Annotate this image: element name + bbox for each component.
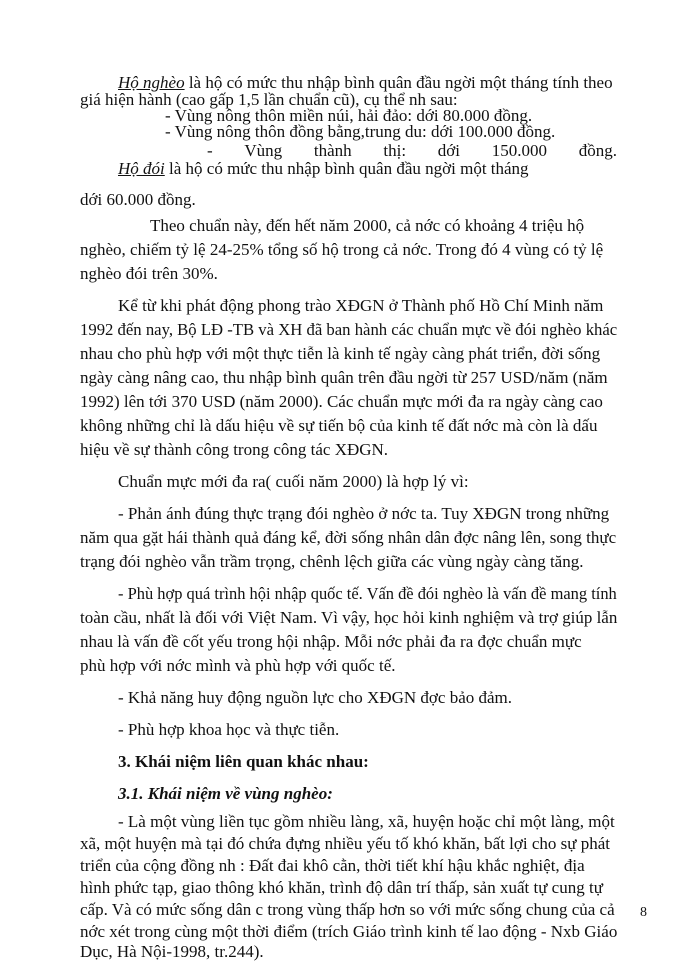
hungry-household-text: là hộ có mức thu nhập bình quân đầu ngời một tháng	[164, 159, 529, 178]
criteria-item-delta: - Vùng nông thôn đồng bằng,trung du: dới 100.000 đồng.	[165, 122, 556, 141]
paragraph-line: Theo chuẩn này, đến hết năm 2000, cả nớc có khoảng 4 triệu hộ	[150, 216, 585, 235]
hungry-household-definition	[118, 159, 529, 179]
urban-word: đồng.	[578, 141, 617, 160]
poor-household-text: là hộ có mức thu nhập bình quân đầu ngời một tháng tính theo	[184, 73, 613, 92]
paragraph-line: triển của cộng đồng nh : Đất đai khô cằn, thời tiết khí hậu khắc nghiệt, địa	[80, 856, 585, 875]
paragraph-line: nhau là vấn đề cốt yếu trong hội nhập. Mỗi nớc phải đa ra đợc chuẩn mực	[80, 632, 582, 651]
criteria-item-urban	[207, 141, 617, 161]
urban-word: thành	[313, 141, 352, 160]
paragraph-line: ngày càng nâng cao, thu nhập bình quân trên đầu ngời từ 257 USD/năm (năm	[80, 368, 608, 387]
paragraph-line: không những chỉ là dấu hiệu về sự tiến bộ của kinh tế đất nớc mà còn là dấu	[80, 416, 598, 435]
paragraph-line: xã, một huyện mà tại đó chứa đựng nhiều yếu tố khó khăn, bất lợi cho sự phát	[80, 834, 610, 853]
paragraph-line: Dục, Hà Nội-1998, tr.244).	[80, 942, 264, 961]
paragraph-line: 1992) lên tới 370 USD (năm 2000). Các chuẩn mực mới đa ra ngày càng cao	[80, 392, 603, 411]
paragraph-line: hình phức tạp, giao thông khó khăn, trình độ dân trí thấp, sản xuất tự cung tự	[80, 878, 603, 897]
paragraph-line: - Khả năng huy động nguồn lực cho XĐGN đợc bảo đảm.	[118, 688, 513, 707]
paragraph-line: Chuẩn mực mới đa ra( cuối năm 2000) là hợp lý vì:	[118, 472, 469, 491]
urban-word: Vùng	[244, 141, 283, 160]
hungry-household-definition-line2: dới 60.000 đồng.	[80, 190, 196, 209]
paragraph-line: nghèo đói trên 30%.	[80, 264, 218, 283]
page-number: 8	[640, 905, 647, 920]
paragraph-line: - Phản ánh đúng thực trạng đói nghèo ở nớc ta. Tuy XĐGN trong những	[118, 504, 610, 523]
urban-word: thị:	[383, 141, 407, 160]
urban-word: -	[207, 141, 213, 160]
paragraph-line: - Là một vùng liền tục gồm nhiều làng, xã, huyện hoặc chỉ một làng, một	[118, 812, 615, 831]
paragraph-line: năm qua gặt hái thành quả đáng kể, đời sống nhân dân đợc nâng lên, song thực	[80, 528, 617, 547]
poor-household-term: Hộ nghèo	[118, 73, 185, 92]
urban-word: dới	[437, 141, 460, 160]
paragraph-line: hiệu về sự thành công trong công tác XĐGN.	[80, 440, 389, 459]
poor-household-definition-line2: giá hiện hành (cao gấp 1,5 lần chuẩn cũ), cụ thể nh sau:	[80, 90, 458, 109]
paragraph-line: nghèo, chiếm tỷ lệ 24-25% tổng số hộ trong cả nớc. Trong đó 4 vùng có tỷ lệ	[80, 240, 604, 259]
paragraph-line: nhau cho phù hợp với một thực tiễn là kinh tế ngày càng phát triển, đời sống	[80, 344, 601, 363]
paragraph-line: - Phù hợp quá trình hội nhập quốc tế. Vấn đề đói nghèo là vấn đề mang tính	[118, 584, 617, 603]
paragraph-line: - Phù hợp khoa học và thực tiễn.	[118, 720, 340, 739]
paragraph-line: toàn cầu, nhất là đối với Việt Nam. Vì vậy, học hỏi kinh nghiệm và trợ giúp lẫn	[80, 608, 618, 627]
paragraph-line: cấp. Và có mức sống dân c trong vùng thấp hơn so với mức sống chung của cả	[80, 900, 615, 919]
urban-word: 150.000	[491, 141, 547, 160]
section-heading: 3. Khái niệm liên quan khác nhau:	[118, 752, 369, 771]
criteria-item-mountain: - Vùng nông thôn miền núi, hải đảo: dới 80.000 đồng.	[165, 106, 533, 125]
hungry-household-term: Hộ đói	[118, 159, 165, 178]
subsection-heading: 3.1. Khái niệm về vùng nghèo:	[118, 784, 333, 803]
paragraph-line: 1992 đến nay, Bộ LĐ -TB và XH đã ban hành các chuẩn mực về đói nghèo khác	[80, 320, 618, 339]
paragraph-line: nớc xét trong cùng một thời điểm (trích Giáo trình kinh tế lao động - Nxb Giáo	[80, 922, 618, 941]
paragraph-line: trạng đói nghèo vẫn trầm trọng, chênh lệch giữa các vùng ngày càng tăng.	[80, 552, 584, 571]
paragraph-line: Kể từ khi phát động phong trào XĐGN ở Thành phố Hồ Chí Minh năm	[118, 296, 604, 315]
paragraph-line: phù hợp với nớc mình và phù hợp với quốc tế.	[80, 656, 396, 675]
